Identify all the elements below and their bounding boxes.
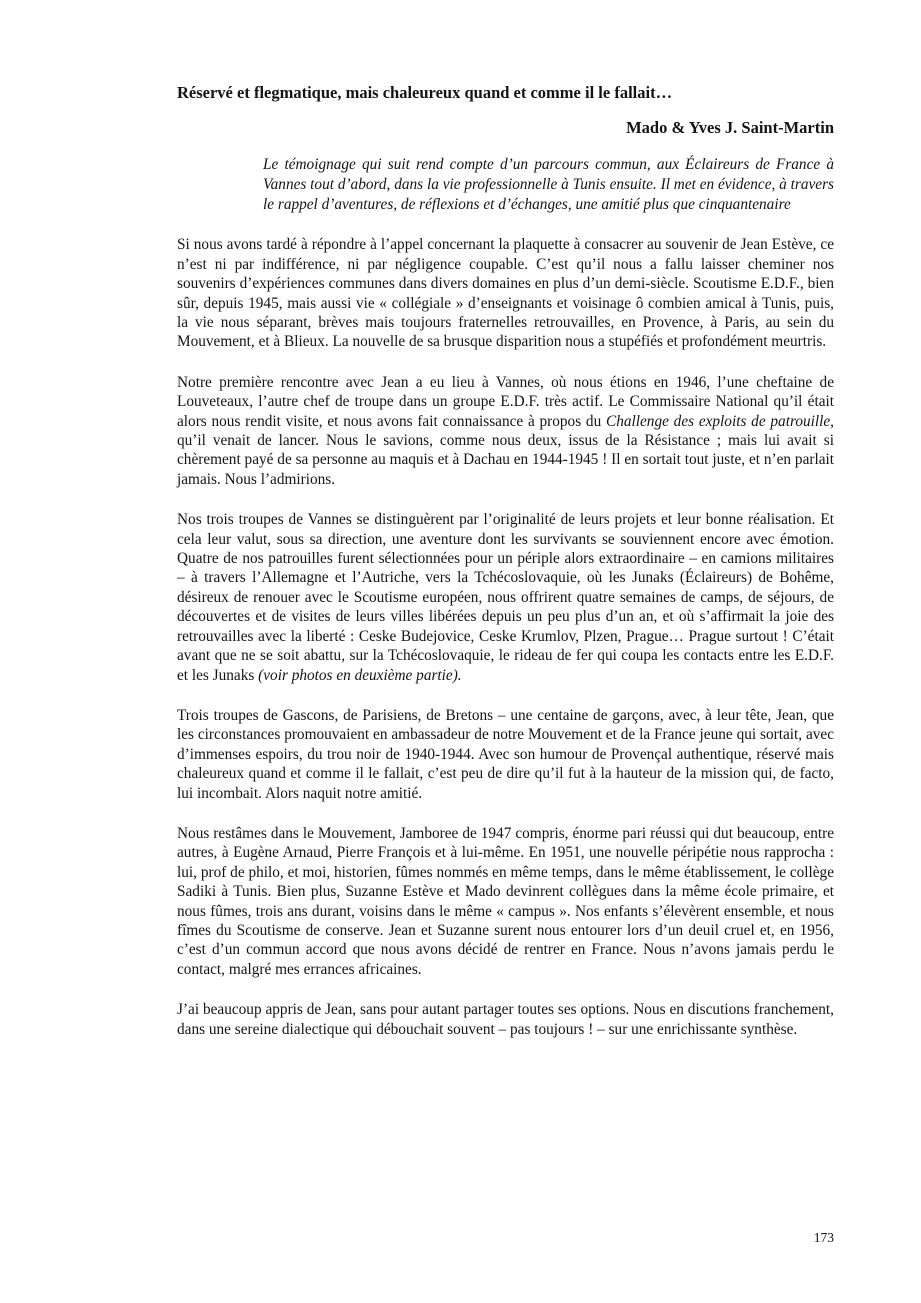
paragraph [177,510,834,685]
text-segment: J’ai beaucoup appris de Jean, sans pour autant partager toutes ses options. Nous en discutions franchement, dans une sereine dialectique qui débouchait souvent – pas toujours ! – sur une enrichissante synthèse. [177,1001,834,1038]
text-segment: , qu’il venait de lancer. Nous le savions, comme nous deux, issus de la Résistance ; mais lui avait si chèrement payé de sa personne au maquis et à Dachau en 1944-1945 ! Il en sortait tout juste, et n’en parlait jamais. Nous l’admirions. [177,412,834,488]
paragraph [177,824,834,979]
italic-text-segment: (voir photos en deuxième partie). [258,666,462,684]
body-paragraphs [177,235,834,1039]
text-column [177,83,834,1039]
page-number: 173 [813,1230,834,1245]
text-segment: Si nous avons tardé à répondre à l’appel concernant la plaquette à consacrer au souvenir de Jean Estève, ce n’est ni par indifférence, ni par négligence coupable. C’est qu’il nous a fallu laisser cheminer nos souvenirs d’expériences communes dans divers domaines en plus d’un demi-siècle. Scoutisme E.D.F., bien sûr, depuis 1945, mais aussi vie « collégiale » d’enseignants et voisinage ô combien amical à Tunis, puis, la vie nous séparant, brèves mais toujours fraternelles retrouvailles, en Provence, à Paris, au sein du Mouvement, et à Blieux. La nouvelle de sa brusque disparition nous a stupéfiés et profondément meurtris. [177,236,834,351]
paragraph [177,235,834,351]
paragraph [177,1000,834,1039]
paragraph [177,706,834,803]
intro-quote: Le témoignage qui suit rend compte d’un parcours commun, aux Éclaireurs de France à Vannes tout d’abord, dans la vie professionnelle à Tunis ensuite. Il met en évidence, à travers le rappel d’aventures, de réflexions et d’échanges, une amitié plus que cinquantenaire [263,156,834,213]
text-segment: Trois troupes de Gascons, de Parisiens, de Bretons – une centaine de garçons, avec, à leur tête, Jean, que les circonstances promouvaient en ambassadeur de notre Mouvement et de la France jeune qui sortait, avec d’immenses espoirs, du trou noir de 1940-1944. Avec son humour de Provençal authentique, réservé mais chaleureux quand et comme il le fallait, c’est peu de dire qu’il fut à la hauteur de la mission qui, de facto, lui incombait. Alors naquit notre amitié. [177,706,834,802]
italic-text-segment: Challenge des exploits de patrouille [606,412,831,430]
text-segment: Nos trois troupes de Vannes se distinguèrent par l’originalité de leurs projets et leur bonne réalisation. Et cela leur valut, sous sa direction, une aventure dont les survivants se souviennent encore avec émotion. Quatre de nos patrouilles furent sélectionnées pour un périple alors extraordinaire – en camions militaires – à travers l’Allemagne et l’Autriche, vers la Tchécoslovaquie, où les Junaks (Éclaireurs) de Bohême, désireux de renouer avec le Scoutisme européen, nous offrirent quatre semaines de camps, de séjours, de découvertes et de visites de leurs villes libérées depuis un peu plus d’un an, et où s’affirmait la joie des retrouvailles avec la liberté : Ceske Budejovice, Ceske Krumlov, Plzen, Prague… Prague surtout ! C’était avant que ne se soit abattu, sur la Tchécoslovaquie, le rideau de fer qui coupa les contacts entre les E.D.F. et les Junaks [177,511,834,684]
article-byline: Mado & Yves J. Saint-Martin [626,118,834,137]
article-title: Réservé et flegmatique, mais chaleureux quand et comme il le fallait… [177,83,673,102]
text-segment: Nous restâmes dans le Mouvement, Jamboree de 1947 compris, énorme pari réussi qui dut beaucoup, entre autres, à Eugène Arnaud, Pierre François et à lui-même. En 1951, une nouvelle péripétie nous rapprocha : lui, prof de philo, et moi, historien, fûmes nommés en même temps, dans le même établissement, le collège Sadiki à Tunis. Bien plus, Suzanne Estève et Mado devinrent collègues dans la même école primaire, et nous fûmes, trois ans durant, voisins dans le même « campus ». Nos enfants s’élevèrent ensemble, et nous fîmes du Scoutisme de conserve. Jean et Suzanne surent nous entourer lors d’un deuil cruel et, en 1956, c’est d’un commun accord que nous avons décidé de rentrer en France. Nous n’avons jamais perdu le contact, malgré mes errances africaines. [177,824,834,978]
paragraph [177,373,834,489]
text-segment: Notre première rencontre avec Jean a eu lieu à Vannes, où nous étions en 1946, l’une cheftaine de Louveteaux, l’autre chef de troupe dans un groupe E.D.F. très actif. Le Commissaire National qu’il était alors nous rendit visite, et nous avons fait connaissance à propos du [177,373,834,430]
